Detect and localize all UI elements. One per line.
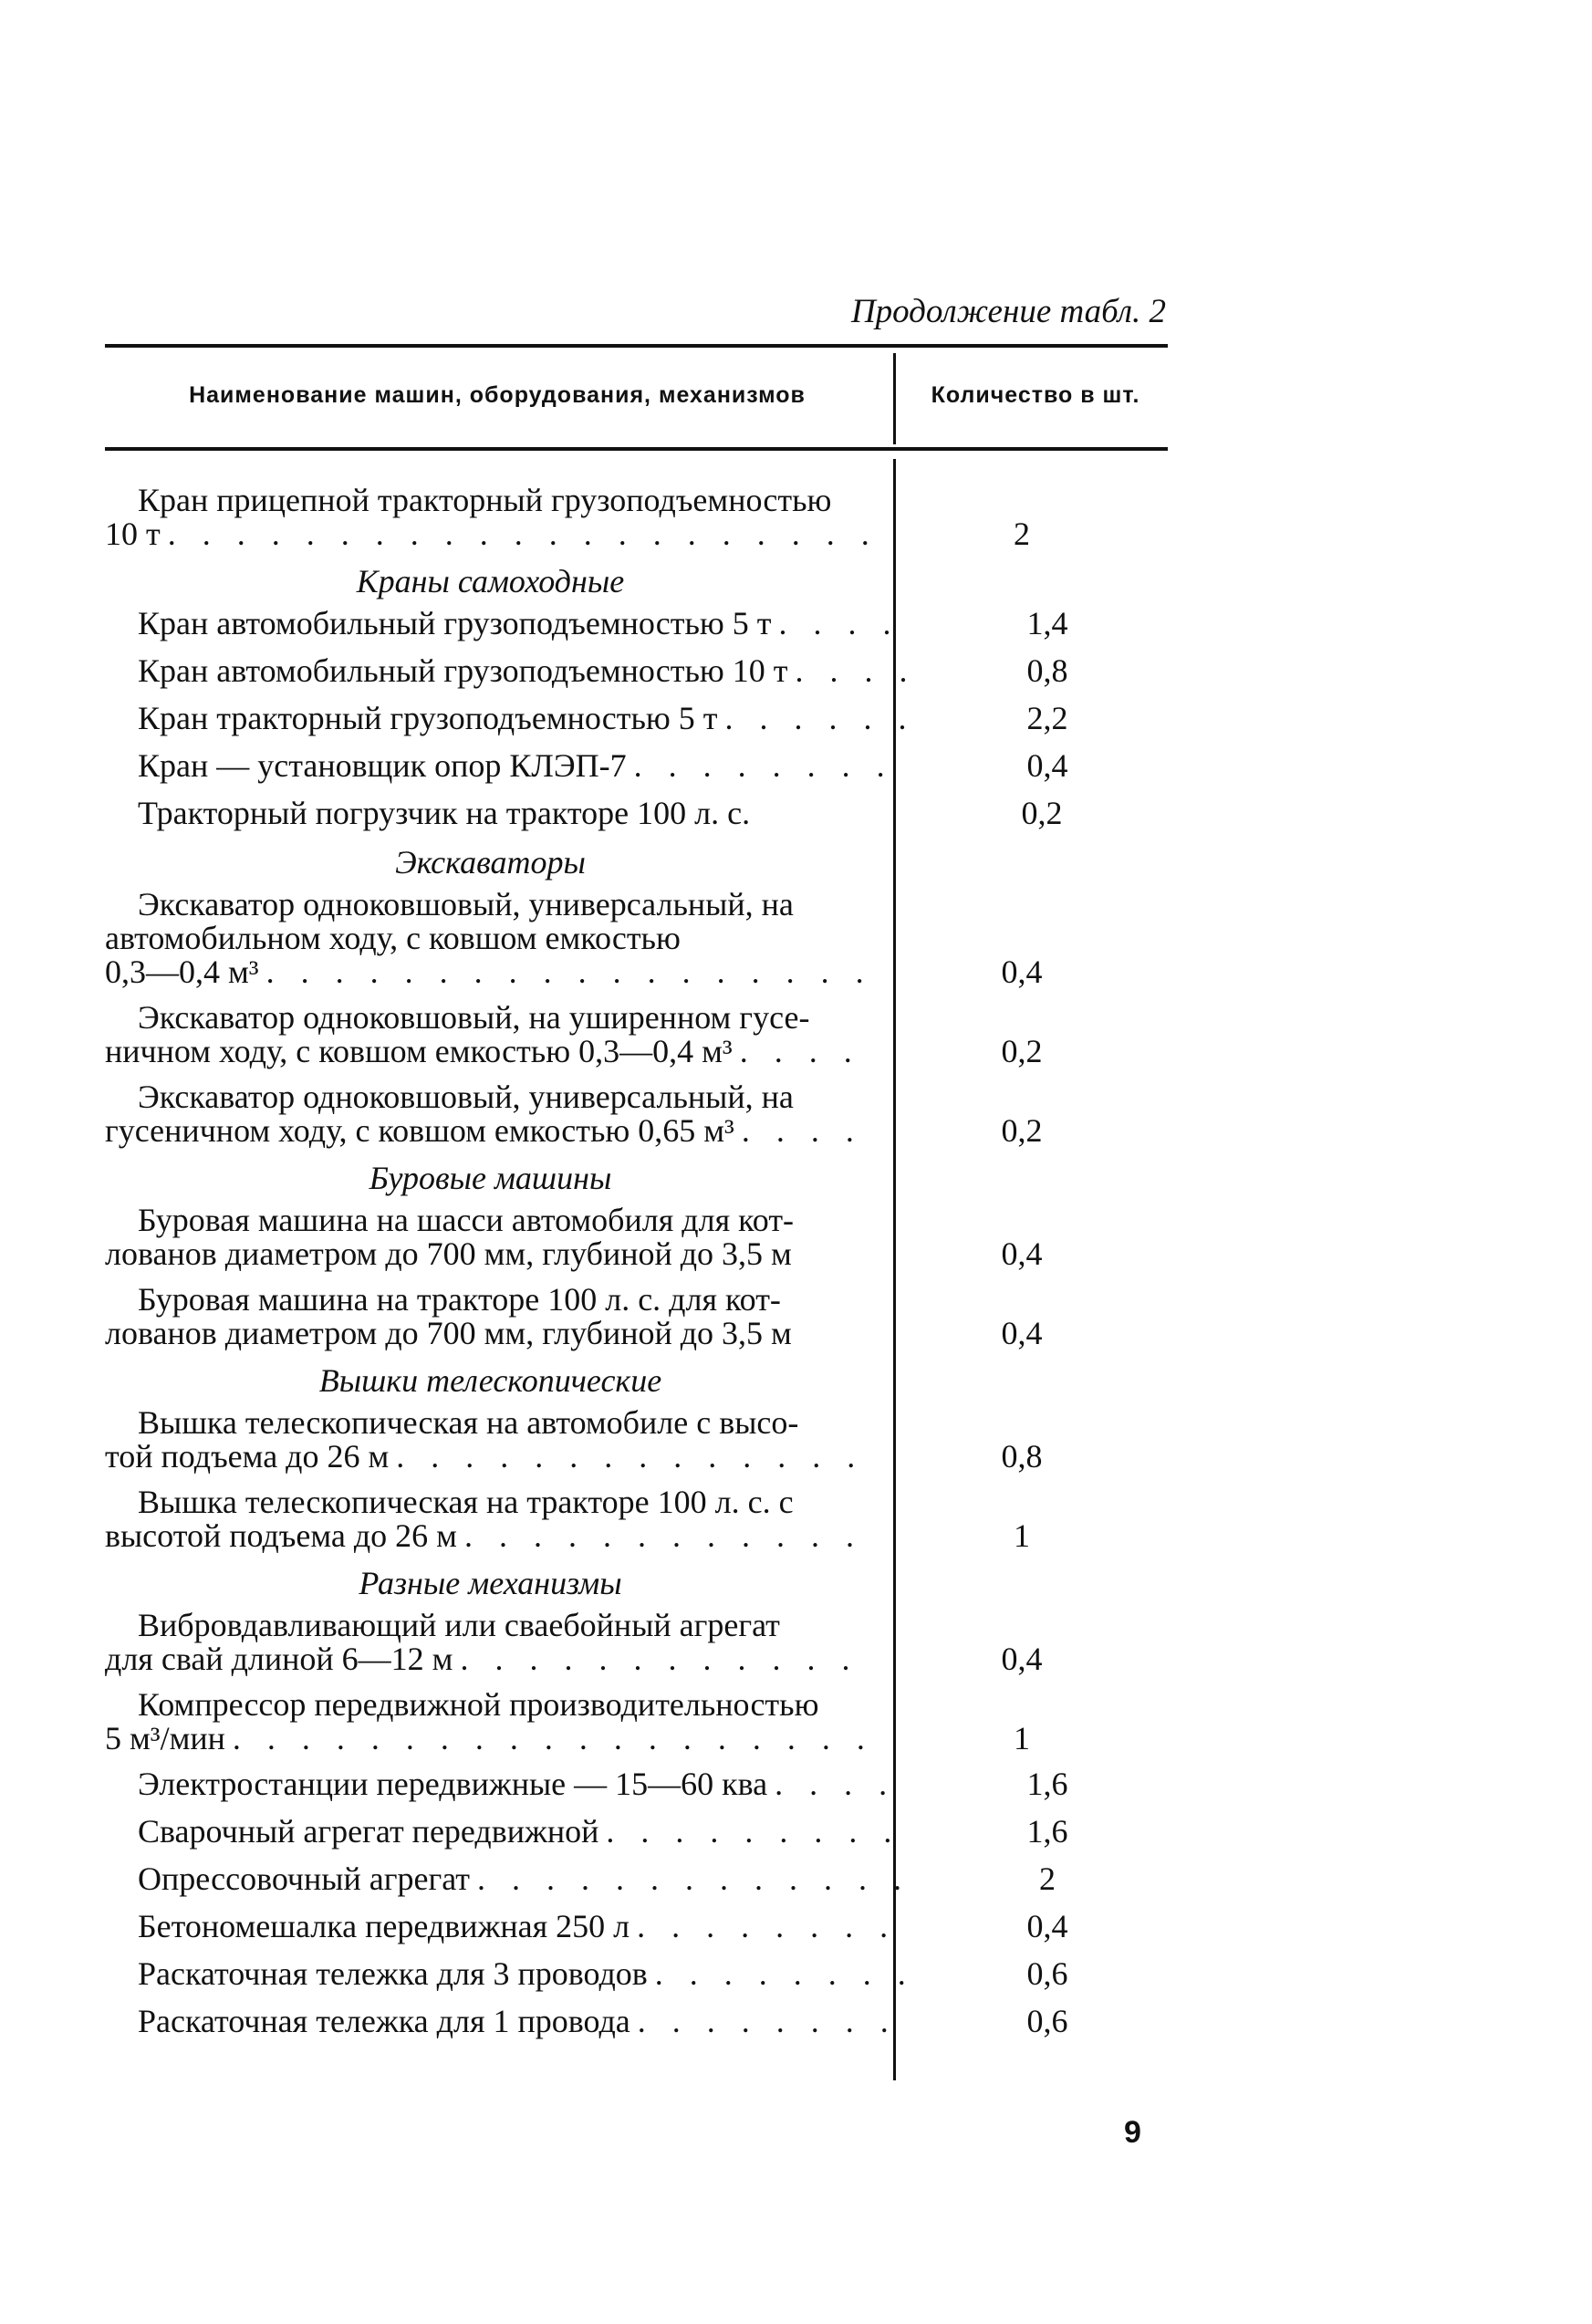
row-text-line: автомобильном ходу, с ковшом емкостью: [105, 920, 681, 956]
row-name: [105, 1080, 876, 1148]
row-name: Кран тракторный грузоподъемностью 5 т . . .: [105, 702, 909, 735]
row-text-line: Вышка телескопическая на тракторе 100 л. с. с: [138, 1484, 794, 1520]
section-heading: Буровые машины: [369, 1160, 612, 1196]
row-name: [105, 1688, 876, 1756]
row-text-line: 0,3—0,4 м³ . . .: [105, 955, 876, 989]
row-name: [105, 1406, 876, 1474]
table-row: [105, 1001, 1168, 1068]
row-name: [105, 484, 876, 551]
dot-leader: [779, 607, 909, 641]
row-text-line: лованов диаметром до 700 мм, глубиной до 3,5 м: [105, 1235, 792, 1272]
dot-leader: [396, 1440, 876, 1474]
row-name: Раскаточная тележка для 1 провода . . .: [105, 2005, 909, 2038]
row-quantity: 2: [1039, 1860, 1056, 1897]
row-text-line: ничном ходу, с ковшом емкостью 0,3—0,4 м³ . . .: [105, 1035, 876, 1068]
row-name: [105, 1609, 876, 1676]
table-body: [105, 484, 1168, 2052]
table-row: [105, 1204, 1168, 1271]
table-row: [105, 654, 1168, 688]
table-row: [105, 1862, 1168, 1896]
row-name: Тракторный погрузчик на тракторе 100 л. с.: [138, 795, 751, 831]
row-text-line: Вибровдавливающий или сваебойный агрегат: [138, 1607, 780, 1643]
table-row: [105, 607, 1168, 641]
dot-leader: [464, 1519, 876, 1553]
row-quantity: 1,6: [1026, 1813, 1068, 1850]
row-text-line: Кран прицепной тракторный грузоподъемностью: [138, 482, 832, 518]
row-quantity: 0,4: [1026, 1908, 1068, 1944]
column-header-name: Наименование машин, оборудования, механизмов: [189, 382, 806, 408]
row-quantity: 0,2: [1021, 795, 1063, 831]
dot-leader: [606, 1815, 909, 1849]
row-quantity: 0,6: [1026, 1955, 1068, 1992]
dot-leader: [460, 1642, 876, 1676]
table-row: [105, 1910, 1168, 1944]
row-text-line: лованов диаметром до 700 мм, глубиной до 3,5 м: [105, 1315, 792, 1351]
row-name: [105, 1204, 876, 1271]
dot-leader: [233, 1722, 876, 1756]
row-name: [105, 888, 876, 989]
table-row: [105, 1957, 1168, 1991]
row-name: Кран автомобильный грузоподъемностью 5 т . . .: [105, 607, 909, 641]
row-quantity: 0,8: [1026, 652, 1068, 689]
dot-leader: [742, 1114, 876, 1148]
row-name: Кран автомобильный грузоподъемностью 10 т . . .: [105, 654, 909, 688]
row-text-line: для свай длиной 6—12 м . . .: [105, 1642, 876, 1676]
row-text-line: Экскаватор одноковшовый, универсальный, на: [138, 1079, 794, 1115]
table-row: [105, 749, 1168, 783]
table-row: [105, 1406, 1168, 1474]
row-quantity: 1,4: [1026, 605, 1068, 641]
row-text-line: Компрессор передвижной производительностью: [138, 1686, 819, 1723]
row-text-line: Вышка телескопическая на автомобиле с высо-: [138, 1404, 799, 1441]
row-name: Раскаточная тележка для 3 проводов . . .: [105, 1957, 909, 1991]
table-row: [105, 1767, 1168, 1801]
dot-leader: [796, 654, 909, 688]
table-header-rule: [105, 447, 1168, 451]
table-row: [105, 1080, 1168, 1148]
row-text-line: 10 т . . .: [105, 517, 876, 551]
section-heading: Краны самоходные: [356, 563, 625, 599]
page-number: 9: [1124, 2115, 1141, 2150]
row-quantity: 0,4: [1001, 954, 1043, 990]
table-top-rule: [105, 344, 1168, 348]
row-name: [105, 1283, 876, 1350]
row-quantity: 0,4: [1001, 1641, 1043, 1677]
row-quantity: 2: [1014, 516, 1030, 552]
section-heading: Разные механизмы: [359, 1565, 622, 1601]
table-row: [105, 888, 1168, 989]
dot-leader: [775, 1767, 909, 1801]
row-quantity: 0,8: [1001, 1438, 1043, 1475]
row-name: Кран — установщик опор КЛЭП-7 . . .: [105, 749, 909, 783]
table-row: [105, 2005, 1168, 2038]
dot-leader: [740, 1035, 876, 1068]
table-row: [105, 797, 1168, 830]
column-header-quantity: Количество в шт.: [931, 382, 1140, 408]
row-text-line: той подъема до 26 м . . .: [105, 1440, 876, 1474]
row-name: [105, 1485, 876, 1553]
dot-leader: [634, 749, 909, 783]
header-column-divider: [893, 353, 896, 444]
row-quantity: 2,2: [1026, 700, 1068, 736]
row-text-line: Экскаватор одноковшовый, на уширенном гусе-: [138, 999, 810, 1036]
row-name: [105, 1001, 876, 1068]
row-name: Электростанции передвижные — 15—60 ква . . .: [105, 1767, 909, 1801]
table-row: [105, 1283, 1168, 1350]
section-heading: Экскаваторы: [395, 844, 586, 881]
row-text-line: Экскаватор одноковшовый, универсальный, на: [138, 886, 794, 922]
row-quantity: 0,6: [1026, 2003, 1068, 2039]
row-text-line: Буровая машина на тракторе 100 л. с. для кот-: [138, 1281, 781, 1318]
table-caption: Продолжение табл. 2: [850, 293, 1166, 330]
row-text-line: Буровая машина на шасси автомобиля для кот-: [138, 1202, 795, 1238]
table-row: [105, 702, 1168, 735]
row-name: Бетономешалка передвижная 250 л . . .: [105, 1910, 909, 1944]
dot-leader: [266, 955, 876, 989]
table-row: [105, 1815, 1168, 1849]
row-quantity: 1,6: [1026, 1766, 1068, 1802]
row-quantity: 0,4: [1026, 747, 1068, 784]
row-text-line: высотой подъема до 26 м . . .: [105, 1519, 876, 1553]
row-quantity: 0,4: [1001, 1315, 1043, 1351]
table-row: [105, 1688, 1168, 1756]
row-text-line: гусеничном ходу, с ковшом емкостью 0,65 м³ . . .: [105, 1114, 876, 1148]
table-row: [105, 1609, 1168, 1676]
dot-leader: [725, 702, 909, 735]
row-quantity: 0,2: [1001, 1033, 1043, 1069]
row-name: Опрессовочный агрегат . . .: [105, 1862, 909, 1896]
dot-leader: [655, 1957, 909, 1991]
row-quantity: 1: [1014, 1720, 1030, 1756]
dot-leader: [638, 2005, 909, 2038]
dot-leader: [168, 517, 876, 551]
dot-leader: [477, 1862, 909, 1896]
dot-leader: [637, 1910, 909, 1944]
table-row: [105, 484, 1168, 551]
row-quantity: 1: [1014, 1517, 1030, 1554]
table-row: [105, 1485, 1168, 1553]
row-quantity: 0,2: [1001, 1112, 1043, 1149]
row-quantity: 0,4: [1001, 1235, 1043, 1272]
row-text-line: 5 м³/мин . . .: [105, 1722, 876, 1756]
row-name: Сварочный агрегат передвижной . . .: [105, 1815, 909, 1849]
section-heading: Вышки телескопические: [318, 1362, 662, 1399]
